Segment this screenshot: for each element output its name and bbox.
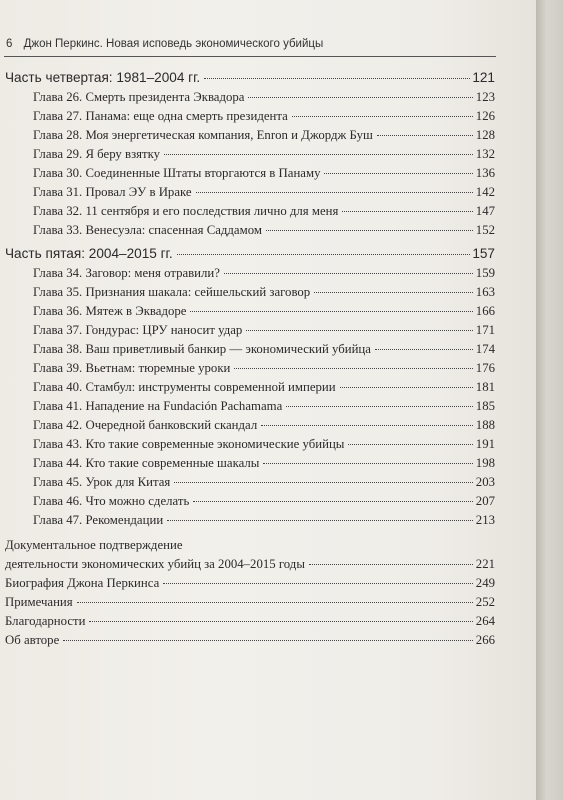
toc-page: 266 bbox=[475, 633, 495, 647]
toc-chapter-42[interactable] bbox=[33, 417, 495, 433]
toc-chapter-31[interactable] bbox=[33, 184, 495, 200]
toc-label: Глава 39. Вьетнам: тюремные уроки bbox=[33, 361, 231, 375]
running-header bbox=[6, 38, 323, 50]
dot-leader bbox=[177, 254, 471, 255]
toc-page: 128 bbox=[475, 128, 495, 142]
dot-leader bbox=[63, 640, 473, 641]
toc-chapter-43[interactable] bbox=[33, 436, 495, 452]
toc-page: 221 bbox=[475, 557, 495, 571]
toc-chapter-32[interactable] bbox=[33, 203, 495, 219]
toc-biography[interactable] bbox=[5, 575, 495, 591]
toc-page: 152 bbox=[475, 223, 495, 237]
toc-label: Благодарности bbox=[5, 614, 86, 628]
toc-chapter-41[interactable] bbox=[33, 398, 495, 414]
dot-leader bbox=[196, 192, 473, 193]
page-edge bbox=[536, 0, 563, 800]
toc-label: Глава 27. Панама: еще одна смерть президента bbox=[33, 109, 288, 123]
dot-leader bbox=[348, 444, 473, 445]
toc-label: Глава 46. Что можно сделать bbox=[33, 494, 190, 508]
dot-leader bbox=[174, 482, 473, 483]
dot-leader bbox=[314, 292, 473, 293]
dot-leader bbox=[224, 273, 473, 274]
toc-page: 166 bbox=[475, 304, 495, 318]
toc-chapter-47[interactable] bbox=[33, 512, 495, 528]
toc-page: 142 bbox=[475, 185, 495, 199]
toc-chapter-46[interactable] bbox=[33, 493, 495, 509]
toc-page: 191 bbox=[475, 437, 495, 451]
toc-page: 126 bbox=[475, 109, 495, 123]
dot-leader bbox=[309, 564, 473, 565]
toc-notes[interactable] bbox=[5, 594, 495, 610]
dot-leader bbox=[190, 311, 473, 312]
toc-page: 203 bbox=[475, 475, 495, 489]
toc-label: Глава 44. Кто такие современные шакалы bbox=[33, 456, 260, 470]
dot-leader bbox=[342, 211, 473, 212]
toc-label: Глава 43. Кто такие современные экономические убийцы bbox=[33, 437, 345, 451]
toc-chapter-34[interactable] bbox=[33, 265, 495, 281]
toc-page: 136 bbox=[475, 166, 495, 180]
toc-page: 176 bbox=[475, 361, 495, 375]
toc-page: 157 bbox=[472, 246, 495, 261]
toc-label: Документальное подтверждение bbox=[5, 538, 183, 552]
dot-leader bbox=[292, 116, 473, 117]
toc-chapter-45[interactable] bbox=[33, 474, 495, 490]
toc-label: Глава 47. Рекомендации bbox=[33, 513, 164, 527]
toc-chapter-40[interactable] bbox=[33, 379, 495, 395]
toc-page: 147 bbox=[475, 204, 495, 218]
toc-label: Часть пятая: 2004–2015 гг. bbox=[5, 246, 173, 261]
toc-documentary-line1 bbox=[5, 537, 495, 553]
toc-chapter-44[interactable] bbox=[33, 455, 495, 471]
toc-chapter-38[interactable] bbox=[33, 341, 495, 357]
dot-leader bbox=[266, 230, 473, 231]
toc-label: Глава 37. Гондурас: ЦРУ наносит удар bbox=[33, 323, 243, 337]
dot-leader bbox=[246, 330, 473, 331]
dot-leader bbox=[163, 583, 473, 584]
toc-page: 252 bbox=[475, 595, 495, 609]
toc-page: 249 bbox=[475, 576, 495, 590]
dot-leader bbox=[261, 425, 473, 426]
dot-leader bbox=[340, 387, 473, 388]
page-number: 6 bbox=[6, 38, 13, 50]
toc-page: 264 bbox=[475, 614, 495, 628]
dot-leader bbox=[167, 520, 473, 521]
toc-label: Глава 41. Нападение на Fundación Pachamama bbox=[33, 399, 283, 413]
toc-label: Глава 28. Моя энергетическая компания, Enron и Джордж Буш bbox=[33, 128, 373, 142]
dot-leader bbox=[375, 349, 473, 350]
toc-label: Глава 31. Провал ЭУ в Ираке bbox=[33, 185, 192, 199]
dot-leader bbox=[377, 135, 473, 136]
toc-chapter-33[interactable] bbox=[33, 222, 495, 238]
toc-label: Глава 42. Очередной банковский скандал bbox=[33, 418, 258, 432]
toc-label: Глава 36. Мятеж в Эквадоре bbox=[33, 304, 187, 318]
toc-chapter-36[interactable] bbox=[33, 303, 495, 319]
toc-chapter-26[interactable] bbox=[33, 89, 495, 105]
running-title: Джон Перкинс. Новая исповедь экономического убийцы bbox=[23, 38, 324, 50]
toc-chapter-35[interactable] bbox=[33, 284, 495, 300]
dot-leader bbox=[234, 368, 473, 369]
toc-chapter-39[interactable] bbox=[33, 360, 495, 376]
toc-label: Примечания bbox=[5, 595, 73, 609]
dot-leader bbox=[204, 78, 470, 79]
toc-page: 181 bbox=[475, 380, 495, 394]
toc-page: 123 bbox=[475, 90, 495, 104]
dot-leader bbox=[263, 463, 473, 464]
toc-page: 185 bbox=[475, 399, 495, 413]
toc-label: Глава 40. Стамбул: инструменты современной империи bbox=[33, 380, 336, 394]
toc-chapter-30[interactable] bbox=[33, 165, 495, 181]
header-rule bbox=[4, 56, 496, 57]
dot-leader bbox=[89, 621, 473, 622]
dot-leader bbox=[193, 501, 473, 502]
toc-label: Глава 30. Соединенные Штаты вторгаются в Панаму bbox=[33, 166, 321, 180]
toc-page: 132 bbox=[475, 147, 495, 161]
toc-page: 188 bbox=[475, 418, 495, 432]
toc-label: Об авторе bbox=[5, 633, 60, 647]
toc-chapter-37[interactable] bbox=[33, 322, 495, 338]
toc-chapter-27[interactable] bbox=[33, 108, 495, 124]
toc-page: 198 bbox=[475, 456, 495, 470]
toc-chapter-29[interactable] bbox=[33, 146, 495, 162]
dot-leader bbox=[248, 97, 473, 98]
toc-documentary[interactable] bbox=[5, 556, 495, 572]
toc-label: деятельности экономических убийц за 2004–2015 годы bbox=[5, 557, 305, 571]
toc-page: 207 bbox=[475, 494, 495, 508]
toc-page: 171 bbox=[475, 323, 495, 337]
toc-label: Глава 35. Признания шакала: сейшельский заговор bbox=[33, 285, 311, 299]
toc-part-four[interactable] bbox=[5, 70, 495, 86]
toc-chapter-28[interactable] bbox=[33, 127, 495, 143]
dot-leader bbox=[324, 173, 473, 174]
toc-part-five[interactable] bbox=[5, 246, 495, 262]
toc-label: Часть четвертая: 1981–2004 гг. bbox=[5, 70, 201, 85]
toc-label: Глава 26. Смерть президента Эквадора bbox=[33, 90, 245, 104]
toc-about-author[interactable] bbox=[5, 632, 495, 648]
toc-label: Биография Джона Перкинса bbox=[5, 576, 160, 590]
dot-leader bbox=[77, 602, 473, 603]
toc-page: 174 bbox=[475, 342, 495, 356]
toc-acknowledgements[interactable] bbox=[5, 613, 495, 629]
toc-label: Глава 38. Ваш приветливый банкир — экономический убийца bbox=[33, 342, 371, 356]
toc-label: Глава 45. Урок для Китая bbox=[33, 475, 171, 489]
toc-label: Глава 33. Венесуэла: спасенная Саддамом bbox=[33, 223, 262, 237]
dot-leader bbox=[286, 406, 473, 407]
toc-page: 159 bbox=[475, 266, 495, 280]
toc-page: 163 bbox=[475, 285, 495, 299]
toc-label: Глава 29. Я беру взятку bbox=[33, 147, 161, 161]
toc-page: 121 bbox=[472, 70, 495, 85]
toc-label: Глава 32. 11 сентября и его последствия лично для меня bbox=[33, 204, 339, 218]
dot-leader bbox=[164, 154, 473, 155]
toc-label: Глава 34. Заговор: меня отравили? bbox=[33, 266, 220, 280]
toc-page: 213 bbox=[475, 513, 495, 527]
